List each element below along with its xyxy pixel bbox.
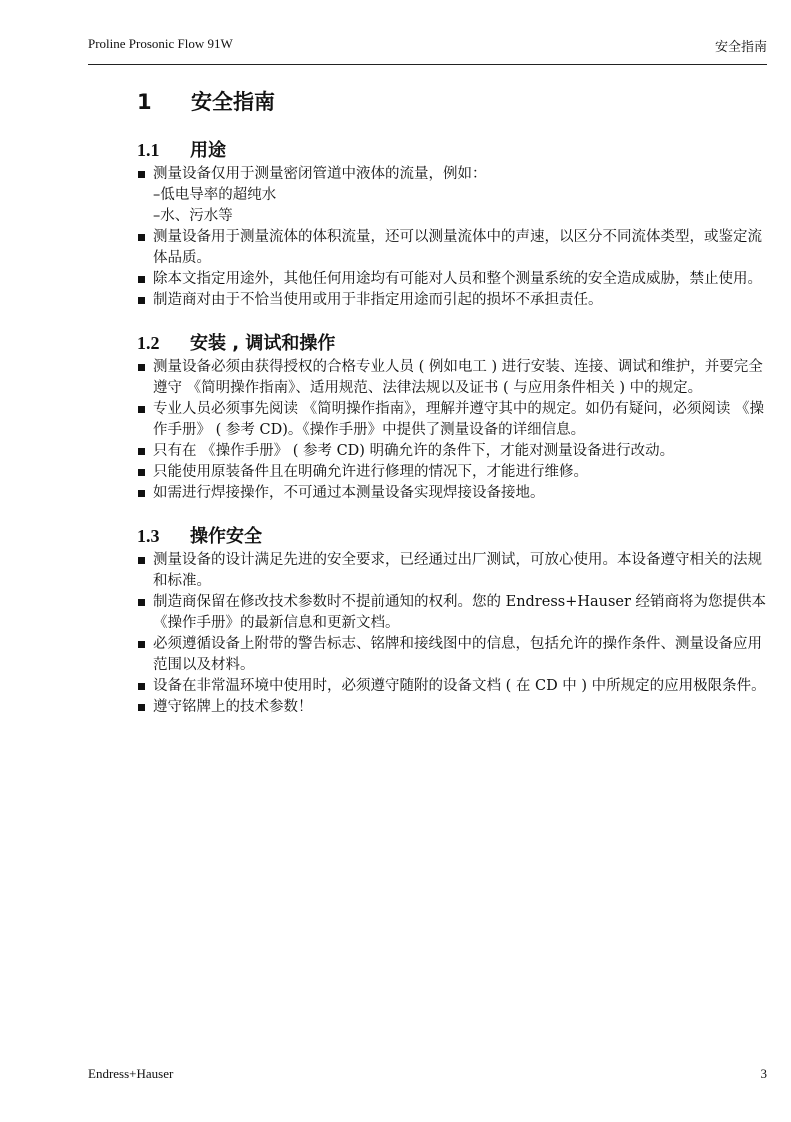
section-title: 操作安全 xyxy=(190,526,262,547)
item-text: 测量设备的设计满足先进的安全要求，已经通过出厂测试，可放心使用。本设备遵守相关的法规和标准。 xyxy=(153,552,762,589)
item-text: 专业人员必须事先阅读 《简明操作指南》，理解并遵守其中的规定。如仍有疑问，必须阅读 《操作手册》 ( 参考 CD)。《操作手册》中提供了测量设备的详细信息。 xyxy=(153,401,764,438)
page-number: 3 xyxy=(760,1066,767,1081)
bullet-square-icon xyxy=(138,171,145,178)
page-header xyxy=(88,34,767,65)
bullet-square-icon xyxy=(138,297,145,304)
bullet-item xyxy=(137,550,767,592)
bullet-item xyxy=(137,592,767,634)
dash-item xyxy=(137,185,767,206)
section-1-2 xyxy=(137,329,767,504)
chapter-heading xyxy=(137,86,767,116)
bullet-square-icon xyxy=(138,704,145,711)
bullet-square-icon xyxy=(138,364,145,371)
bullet-square-icon xyxy=(138,276,145,283)
dash-icon: – xyxy=(153,208,161,224)
dash-item xyxy=(137,206,767,227)
sections-container xyxy=(137,136,767,718)
bullet-item xyxy=(137,399,767,441)
bullet-square-icon xyxy=(138,557,145,564)
item-text: 测量设备用于测量流体的体积流量，还可以测量流体中的声速，以区分不同流体类型，或鉴定流体品质。 xyxy=(153,229,762,266)
bullet-item xyxy=(137,269,767,290)
bullet-item xyxy=(137,676,767,697)
section-1-1 xyxy=(137,136,767,311)
item-text: 低电导率的超纯水 xyxy=(160,187,277,203)
bullet-item xyxy=(137,441,767,462)
bullet-item xyxy=(137,697,767,718)
item-text: 如需进行焊接操作，不可通过本测量设备实现焊接设备接地。 xyxy=(153,485,545,501)
section-1-3 xyxy=(137,522,767,718)
bullet-item xyxy=(137,462,767,483)
bullet-square-icon xyxy=(138,469,145,476)
item-text: 除本文指定用途外，其他任何用途均有可能对人员和整个测量系统的安全造成威胁，禁止使用。 xyxy=(153,271,762,287)
bullet-square-icon xyxy=(138,641,145,648)
item-text: 必须遵循设备上附带的警告标志、铭牌和接线图中的信息，包括允许的操作条件、测量设备应用范围以及材料。 xyxy=(153,636,762,673)
item-text: 遵守铭牌上的技术参数！ xyxy=(153,699,313,715)
item-text: 设备在非常温环境中使用时，必须遵守随附的设备文档 ( 在 CD 中 ) 中所规定的应用极限条件。 xyxy=(153,678,766,694)
section-heading xyxy=(137,329,767,355)
section-number: 1.2 xyxy=(137,333,160,353)
item-text: 制造商对由于不恰当使用或用于非指定用途而引起的损坏不承担责任。 xyxy=(153,292,603,308)
item-text: 测量设备必须由获得授权的合格专业人员 ( 例如电工 ) 进行安装、连接、调试和维护，并要完全遵守 《简明操作指南》、适用规范、法律法规以及证书 ( 与应用条件相关 ) 中的规定。 xyxy=(153,359,763,396)
bullet-item xyxy=(137,483,767,504)
section-number: 1.3 xyxy=(137,526,160,546)
header-chapter-name: 安全指南 xyxy=(714,39,767,54)
section-heading xyxy=(137,136,767,162)
section-title: 用途 xyxy=(190,140,226,161)
header-product-name: Proline Prosonic Flow 91W xyxy=(88,36,233,51)
bullet-square-icon xyxy=(138,490,145,497)
bullet-item xyxy=(137,634,767,676)
item-text: 水、污水等 xyxy=(160,208,233,224)
footer-company: Endress+Hauser xyxy=(88,1066,174,1081)
section-number: 1.1 xyxy=(137,140,160,160)
chapter-title: 安全指南 xyxy=(191,90,275,114)
bullet-square-icon xyxy=(138,599,145,606)
page-content xyxy=(137,86,767,736)
bullet-item xyxy=(137,357,767,399)
bullet-square-icon xyxy=(138,683,145,690)
bullet-item xyxy=(137,164,767,185)
item-text: 只能使用原装备件且在明确允许进行修理的情况下，才能进行维修。 xyxy=(153,464,588,480)
item-text: 制造商保留在修改技术参数时不提前通知的权利。您的 Endress+Hauser 经销商将为您提供本 《操作手册》的最新信息和更新文档。 xyxy=(153,594,767,631)
dash-icon: – xyxy=(153,187,161,203)
bullet-item xyxy=(137,290,767,311)
section-heading xyxy=(137,522,767,548)
bullet-item xyxy=(137,227,767,269)
bullet-square-icon xyxy=(138,406,145,413)
item-text: 只有在 《操作手册》 ( 参考 CD) 明确允许的条件下，才能对测量设备进行改动。 xyxy=(153,443,675,459)
section-title: 安装 , 调试和操作 xyxy=(190,333,336,354)
item-text: 测量设备仅用于测量密闭管道中液体的流量，例如： xyxy=(153,166,487,182)
chapter-number: 1 xyxy=(137,90,152,114)
bullet-square-icon xyxy=(138,234,145,241)
bullet-square-icon xyxy=(138,448,145,455)
